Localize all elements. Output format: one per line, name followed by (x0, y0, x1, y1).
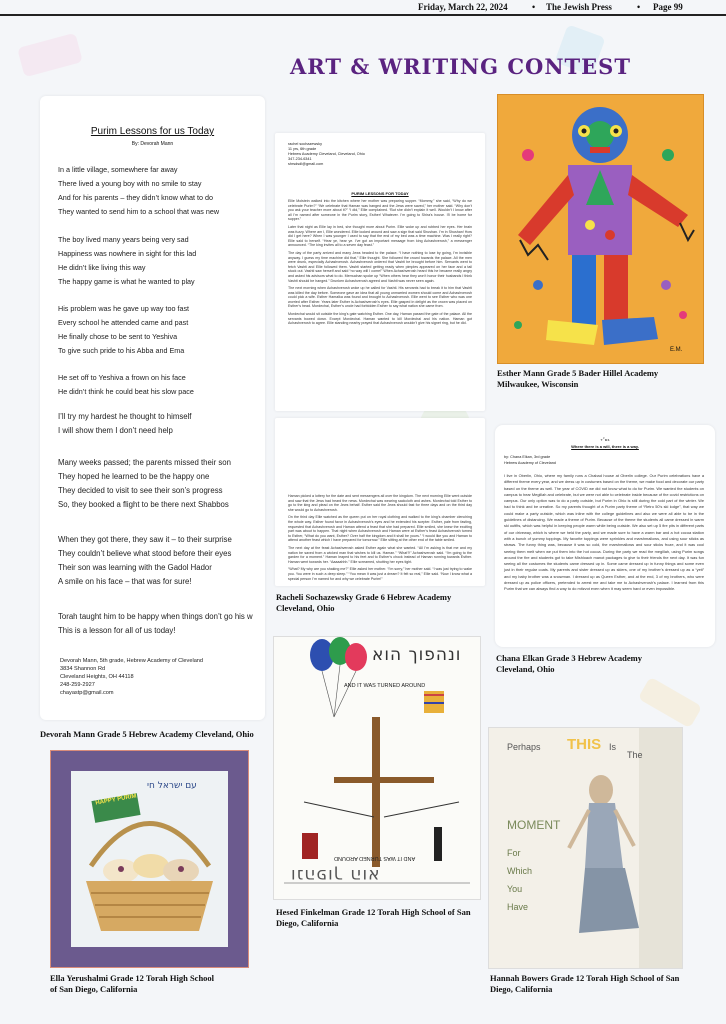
poem-body (40, 96, 265, 720)
essay2-byline (504, 454, 556, 466)
essay1-header-line: rachel sochazewsky (288, 142, 322, 146)
essay1-page2 (275, 418, 485, 586)
hannah-word: Have (507, 902, 529, 912)
poem-title: Purim Lessons for us Today (90, 126, 215, 137)
poem-line: In a little village, somewhere far away (58, 165, 178, 174)
essay1-paragraph: On the third day Ellie watched as the queen put on her royal clothing and walked to the king’s chamber clenching the whole way. Esther found favor in Achashverosh’s eyes and he extended his scepter. Esther, pale from fasting, requested that Achashverosh and Haman attend a feast that she had prepared. Ellie smiled, she knew the exciting part was about to happen. That night when Achashverosh and Haman were at Esther’s feast Achashverosh turned to Esther, “What do you want, Esther? Over half the kingdom and it shall be yours.” “I would like you and Haman to attend another feast which I have prepared for tomorrow.” Ellie sitting at the other end of the table smiled. (288, 515, 472, 543)
poem-line: Every school he attended came and past (58, 318, 189, 327)
hesed-english-bottom: AND IT WAS TURNED AROUND (334, 855, 416, 861)
poem-caption: Devorah Mann Grade 5 Hebrew Academy Cleveland, Ohio (40, 729, 254, 739)
poem-line: A smile on his face – that was for sure! (58, 577, 192, 586)
page-header (0, 0, 726, 14)
header-date: Friday, March 22, 2024 (418, 2, 508, 12)
poem-line: Happiness was nowhere in sight for this lad (58, 249, 197, 258)
essay1-body-continued (288, 494, 472, 584)
address-line: Devorah Mann, 5th grade, Hebrew Academy of Cleveland (60, 658, 204, 664)
essay2-byline-line: by: Chana Elkan, 3rd grade (504, 455, 551, 459)
essay1-body (288, 199, 472, 329)
essay2-byline-line: Hebrew Academy of Cleveland (504, 461, 556, 465)
poem-card (40, 96, 265, 720)
essay1-paragraph: Ellie Molstein walked into the kitchen where her mother was preparing supper. “Mommy,” she said, “Why do we celebrate Purim?” “We celebrate that Haman was hanged and the Jews were saved,” her mother said. “Why don’t you ask your teacher more about it?” “I did,” Ellie complained. “But she didn’t explain it well. Wouldn’t I know after all I’m named after someone in the Purim story, Esther! Whatever. I’m going to Shira’s house. I’ll be home for supper.” (288, 199, 472, 222)
hannah-word: Which (507, 866, 533, 876)
ella-caption (50, 973, 214, 995)
poem-line: The happy game is what he wanted to play (58, 277, 195, 286)
poem-byline: By: Devorah Mann (131, 141, 174, 147)
poem-line: He didn’t think he could beat his slow pace (58, 387, 194, 396)
hannah-caption (490, 973, 679, 995)
essay1-header-line: shrsdsdl@gmail.com (288, 162, 324, 166)
poem-line: They decided to visit to see their son’s progress (58, 486, 223, 495)
hesed-hebrew-top: ונהפוך הוא (372, 645, 462, 665)
essay2-title: Where there is a will, there is a way. (571, 444, 639, 449)
caption-line: Diego, California (490, 984, 553, 994)
header-page-number: Page 99 (653, 2, 683, 12)
ella-inner-image (71, 771, 228, 947)
hesed-artwork (273, 636, 481, 900)
essay2-paragraph: I live in Oberlin, Ohio, where my family runs a Chabad house at Oberlin college. Our Purim celebrations have a different theme every year, and we dress up in costumes based on the theme, we make food and decorate our party based on the theme as well. The year of COVID we did not know what to do for Purim. We wanted the students on campus to hear Megillah and celebrate, but we were not able to celebrate inside because of the covid restrictions on campus. Our only option was to do a party outside, but Purim in Ohio is still during the cold part of the winter. We had to think and be creative. So my parents thought of a Purim party theme of “Retro 50’s ski lodge”, that way we could make a party outside, which was inline with the college guidelines and also we were all able to be in the guidelines of distancing. We made a theme of Purim. Because of the theme the students all came dressed in warm ski outfits, which was helpful in keeping people warm while being outside. We also set up 5 fire pits in different parts of our driveway, which is where we held the party, and we made sure to have a warm bar and a hot cocoa station with a bunch of yummy toppings. My favorite toppings were sprinkles and marshmallows, and using sour sticks as straws. The funny thing was, because it was so cold, the marshmallows and sour sticks froze, and it was cool seeing them melt when we put them into the hot cocoa. During the party we read the megillah, using Purim songs around the fire and students got to take Mishloach manot packages to give to their friends the next day. It was fun seeing all the costumes the students came dressed up in. Some came dressed up in funny things and some even just in their regular coats. My parents and sister dressed up as skiers, one of my brother’s dressed up as a “yeti” and my baby brother was a snowman. I dressed up as Queen Esther, and at the end, 3 of my brothers, who were dressed up as police officers, pretended to arrest me and take me to Achashverosh’s palace. I learned from this Purim that we can always find a way to do mitzvot even when it may seem hard or even impossible. (504, 473, 704, 592)
background-decoration (17, 33, 83, 78)
caption-line: Racheli Sochazewsky Grade 6 Hebrew Academy (276, 592, 452, 602)
poem-line: They hoped he learned to be the happy one (58, 472, 210, 481)
section-title: ART & WRITING CONTEST (290, 54, 631, 79)
poem-line: Many weeks passed; the parents missed their son (58, 458, 231, 467)
caption-line: of San Diego, California (50, 984, 138, 994)
essay1-paragraph: Later that night as Ellie lay in bed, she thought more about Purim. Ellie woke up and rubbed her eyes. Her brain was fuzzy. Where am I, Ellie wondered. Ellie looked around and saw a sign that said Shushan. I’m in Shushan! How did I get here? When I was younger I used to say that the end of my bed was a time machine. Was I really right? Ellie said to herself. “Hear ye, hear ye. I’ve got an important message from king Achashverosh,” a messenger announced. “The king invites all to a seven day feast.” (288, 224, 472, 248)
hesed-english-top: AND IT WAS TURNED AROUND (344, 683, 426, 689)
caption-line: Chana Elkan Grade 3 Hebrew Academy (496, 653, 643, 663)
address-line: 248-259-2927 (60, 682, 95, 688)
essay1-page1 (275, 133, 485, 411)
poem-line: When they got there, they saw it – to their surprise (58, 535, 232, 544)
ella-artwork (50, 750, 249, 968)
hannah-word: MOMENT (507, 818, 561, 832)
ella-hebrew-text: עם ישראל חי (147, 781, 197, 791)
poem-line: There lived a young boy with no smile to stay (58, 179, 202, 188)
basket-drawing (71, 771, 228, 947)
caption-line: Ella Yerushalmi Grade 12 Torah High School (50, 973, 215, 983)
poem-address (60, 657, 203, 697)
essay2-hebrew-mark: בס”ד (600, 437, 610, 442)
poem-line: And for his parents – they didn’t know what to do (58, 193, 214, 202)
hannah-word: For (507, 848, 521, 858)
poem-line: They couldn’t believe what stood before their eyes (58, 549, 232, 558)
poem-line: He didn’t like living this way (58, 263, 146, 272)
caption-line: Cleveland, Ohio (276, 603, 335, 613)
header-bullet: • (532, 2, 536, 12)
caption-line: Hesed Finkelman Grade 12 Torah High School of San (276, 907, 471, 917)
hannah-word: Is (609, 742, 617, 752)
essay1-title: PURIM LESSONS FOR TODAY (351, 191, 409, 196)
hannah-word: THIS (567, 736, 602, 753)
poem-line: I will show them I don’t need help (58, 426, 173, 435)
poem-line: The boy lived many years being very sad (58, 235, 189, 244)
caption-line: Cleveland, Ohio (496, 664, 555, 674)
essay1-header-line: Hebrew Academy Cleveland, Cleveland, Ohio (288, 152, 365, 156)
essay1-header-line: 347-234-6341 (288, 157, 312, 161)
hannah-word: The (627, 750, 643, 760)
header-rule (0, 14, 726, 16)
essay2-card (495, 425, 715, 647)
poem-line: Torah taught him to be happy when things don’t go his w (58, 612, 253, 621)
address-line: 3834 Shannon Rd (60, 666, 106, 672)
hannah-artwork (488, 727, 683, 969)
poem-line: To give such pride to his Abba and Ema (58, 346, 185, 355)
caption-line: Esther Mann Grade 5 Bader Hillel Academy (497, 368, 659, 378)
clown-collage-image (498, 95, 703, 363)
header-publication: The Jewish Press (546, 2, 612, 12)
hannah-word: Perhaps (507, 742, 541, 752)
essay1-caption (276, 592, 451, 614)
poem-line: They wanted to send him to a school that was new (58, 207, 220, 216)
essay1-header-line: 11 yrs, 6th grade (288, 147, 317, 151)
essay1-paragraph: The next morning when Achashverosh woke up he called for Vashti. His servants had to break it to him that Vashti was killed the day before. Someone gave an idea that all young unmarried women should come and Achashverosh could pick a wife. Esther Hamalka was found and brought to Achashverosh. Ellie went to see Esther who was one worried after Esther. Years later Esther is Achashverosh’s eyes. Ellie gasped in delight as the crown was placed on Esther’s head. Mordechai, Esther’s uncle had forbidden Esther to say what nation she came from. (288, 286, 472, 309)
esther-caption (497, 368, 658, 390)
poem-line: I’ll try my hardest he thought to himself (58, 412, 192, 421)
hannah-word: You (507, 884, 523, 894)
esther-artwork (497, 94, 704, 364)
poem-line: He set off to Yeshiva a frown on his face (58, 373, 186, 382)
esther-signature: E.M. (670, 347, 683, 353)
address-line: Cleveland Heights, OH 44118 (60, 674, 134, 680)
poem-line: This is a lesson for all of us today! (58, 626, 176, 635)
essay2-body (504, 473, 704, 596)
essay1-header (288, 142, 365, 167)
essay1-paragraph: Mordechai would sit outside the king’s gate watching Esther. One day, Haman passed the gate of the palace. All the servants bowed down. Except Mordechai. Haman wanted to kill Mordechai and his nation. Haman got Achashverosh to agree. Ellie standing nearby prayed that Achashverosh wouldn’t give his signet ring, but he did. (288, 312, 472, 326)
hesed-hebrew-bottom: ונהפוך הוא (290, 865, 380, 885)
caption-line: Milwaukee, Wisconsin (497, 379, 579, 389)
chana-caption (496, 653, 642, 675)
header-bullet: • (637, 2, 641, 12)
poem-line: Their son was learning with the Gadol Hador (58, 563, 212, 572)
essay1-paragraph: The day of the party arrived and many Jews headed to the palace. “I have nothing to lose by going, I’m invisible anyway. I guess my time machine did that,” Ellie thought. She followed the crowd towards the palace. All the men were drunk, especially Achashverosh. Achashverosh ordered that Vashti be brought before him. Servants went to fetch Vashti and Ellie followed them. Vashti started getting ready when pimples appeared on her face and a tail stuck out. Vashti saw herself and said “no way will I come!” When Achashverosh heard this he became really angry and asked his advisors what to do. Memuchan spoke up “When others hear they won’t honor their husbands I think Vashti should be hanged.” Drunken Achashverosh agreed and Vashti was never seen again. (288, 250, 472, 283)
ella-sign-text: HAPPY PURIM (94, 793, 137, 807)
address-line: chayastp@gmail.com (60, 690, 114, 696)
caption-line: Hannah Bowers Grade 12 Torah High School of San (490, 973, 680, 983)
hesed-caption (276, 907, 471, 929)
essay1-paragraph: “What? My why are you shaking me?” Ellie asked her mother. “I’m sorry,” her mother said. “I was just trying to wake you. You were in such a deep sleep.” “You mean it was just a dream? It felt so real,” Ellie said. “Now I know what a special person I’m named for and why we celebrate Purim!” (288, 567, 472, 581)
poem-line: His problem was he gave up way too fast (58, 304, 190, 313)
essay1-paragraph: The next day at the feast Achashverosh asked Esther again what she wanted. “All I’m asking is that me and my nation be saved from a wicked man that wishes to kill us. Haman.” “What?!” Achashverosh said. “I’m going to the garden for a moment.” Haman leaped to his feet and to Esther’s chock instead of Haman running towards Esther. Haman went towards her. “Aaaaahhh.” Ellie screamed, shutting her eyes tight. (288, 545, 472, 564)
essay1-paragraph: Haman picked a lottery for the date and sent messengers all over the kingdom. The next morning Ellie went outside and saw that the Jews had heard the news. Mordechai was wearing sackcloth and ashes. Mordechai told Esther to go to the king and plead on the Jews behalf. Esther said the Jews should fast for three days and on the third day she would go to Achashverosh. (288, 494, 472, 512)
caption-line: Diego, California (276, 918, 339, 928)
poem-line: He finally chose to be sent to Yeshiva (58, 332, 178, 341)
poem-line: So, they booked a flight to be there next Shabbos (58, 500, 229, 509)
background-decoration (638, 677, 702, 729)
